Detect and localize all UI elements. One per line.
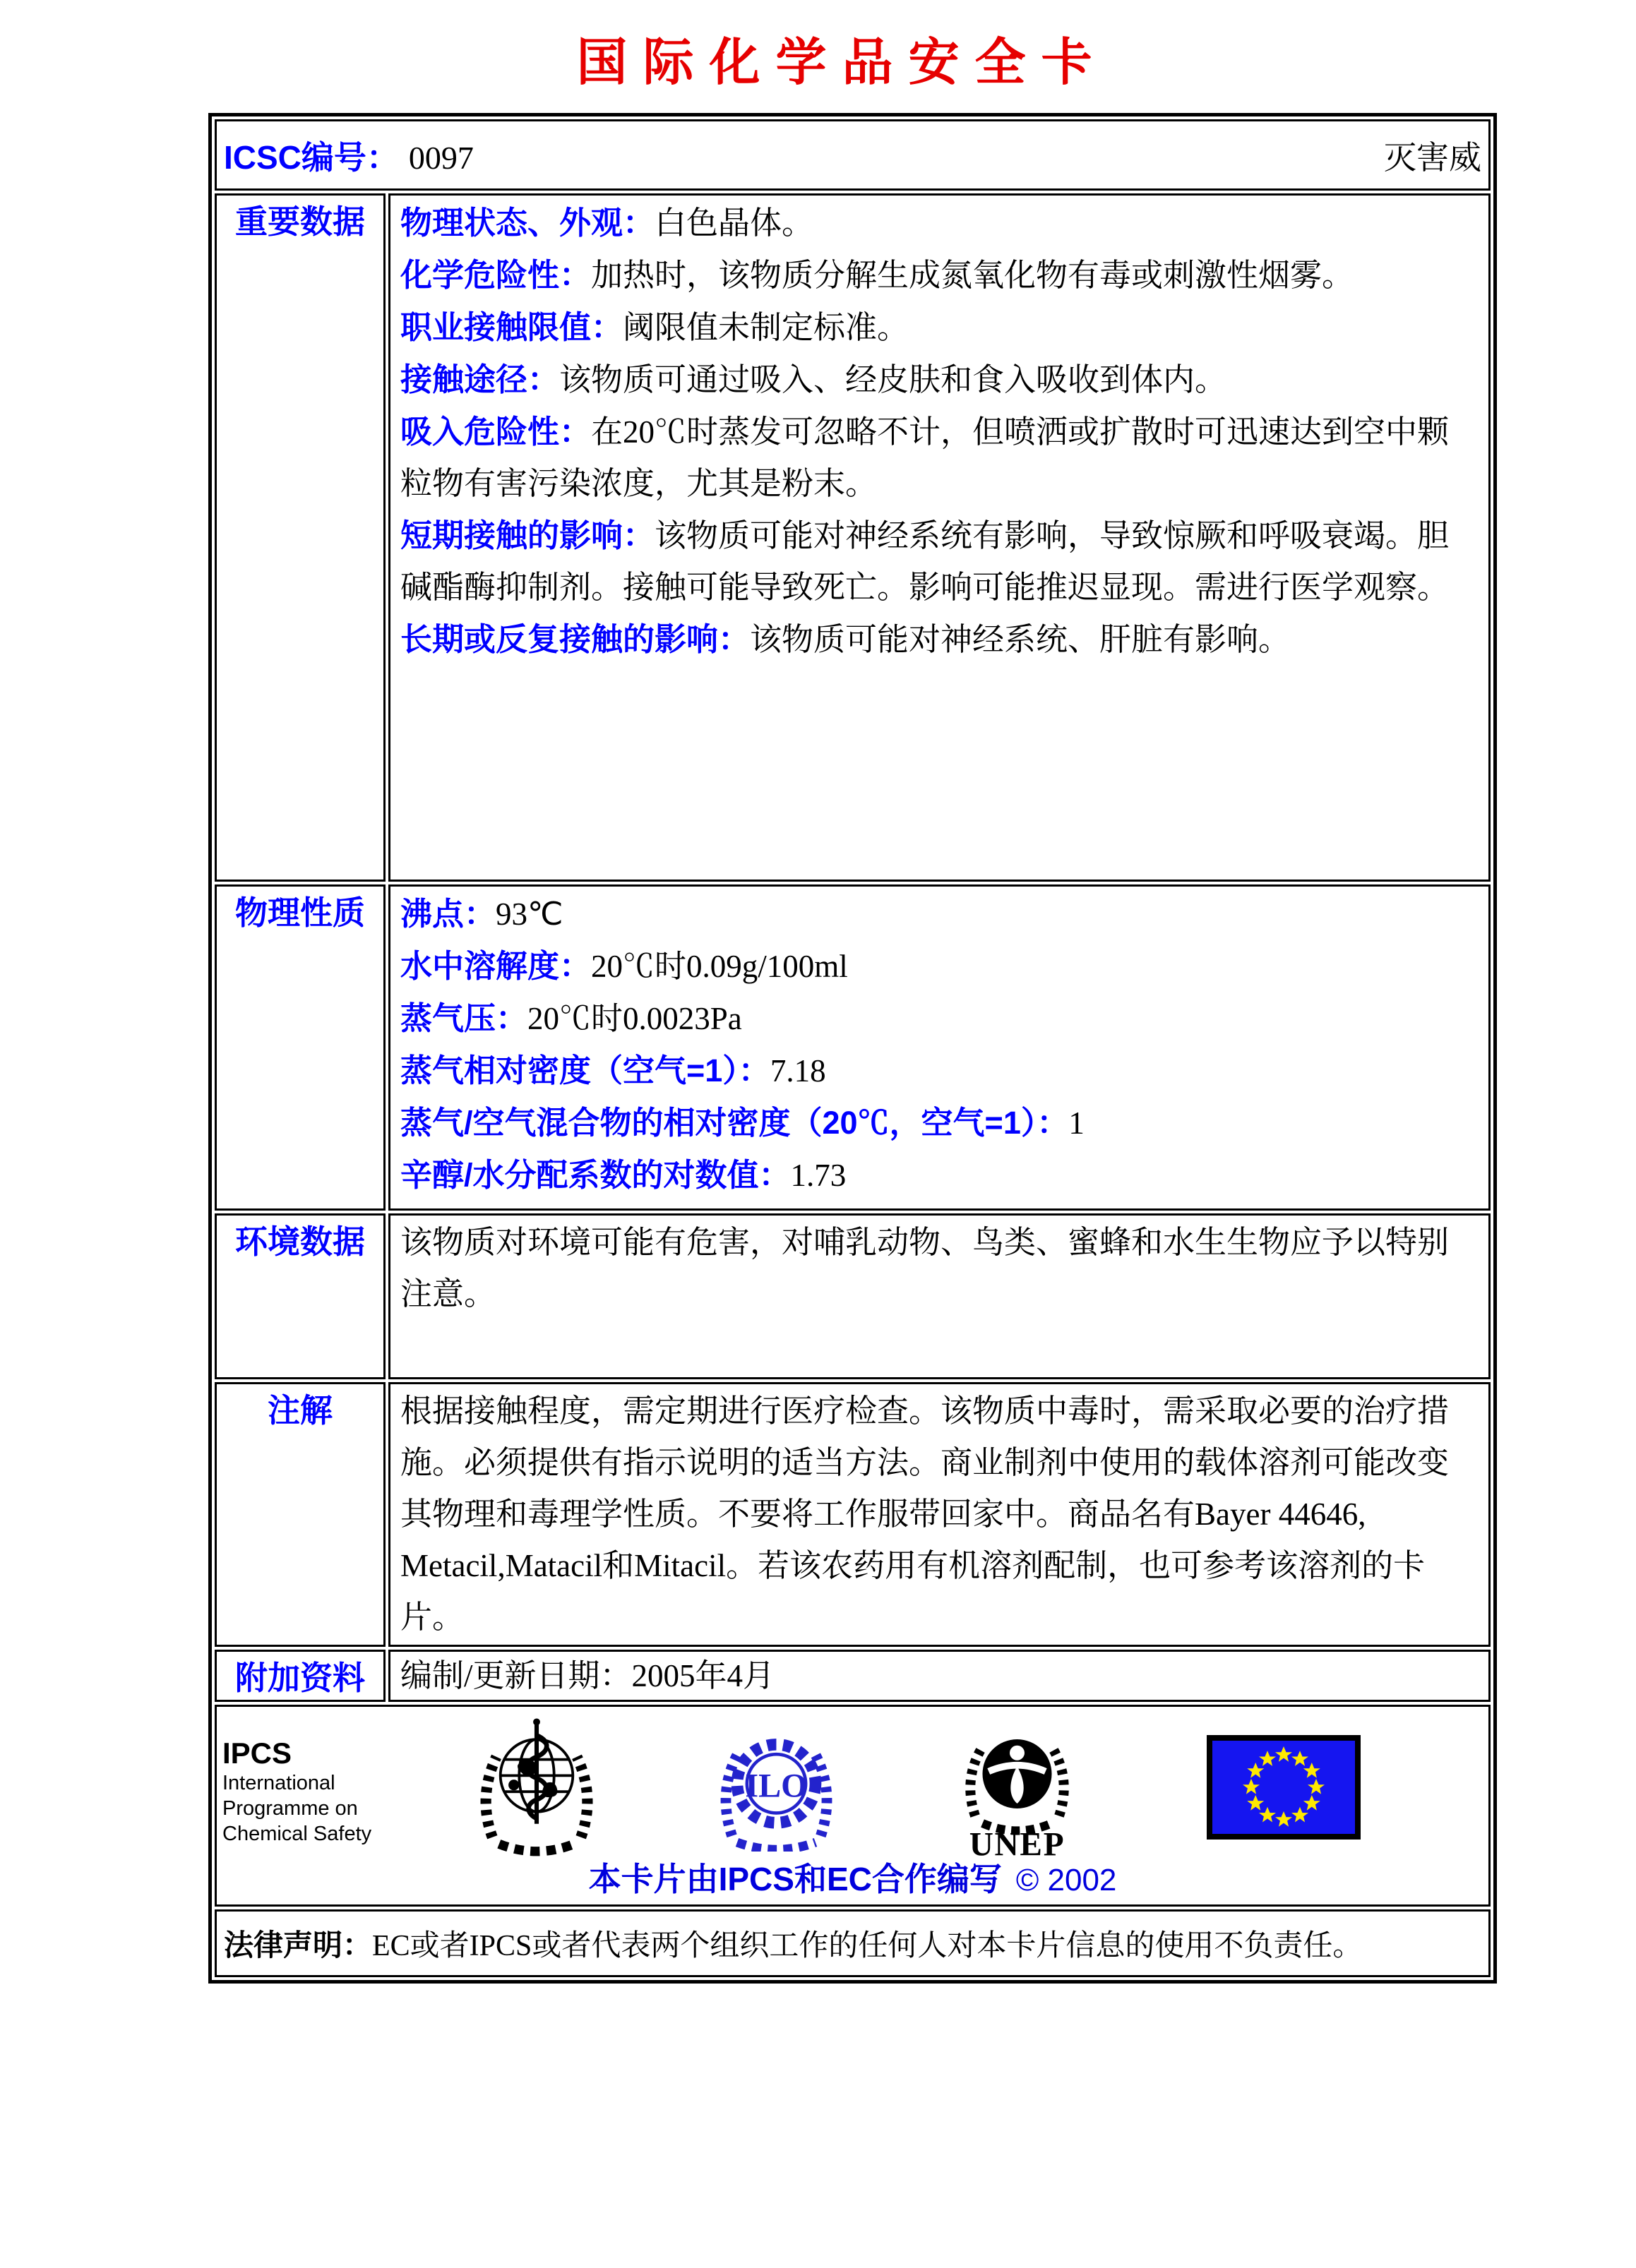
item-text: 该物质可能对神经系统、肝脏有影响。 bbox=[750, 622, 1291, 657]
property-item bbox=[400, 940, 1480, 992]
section-content-important-data bbox=[388, 193, 1491, 882]
icsc-number-group bbox=[224, 132, 474, 179]
ilo-monogram: ILO bbox=[745, 1767, 808, 1805]
item-label: 化学危险性： bbox=[400, 257, 592, 293]
legal-cell bbox=[215, 1909, 1491, 1977]
item-label: 长期或反复接触的影响： bbox=[400, 621, 751, 657]
ipcs-line: Chemical Safety bbox=[222, 1823, 372, 1845]
section-content-physical-properties bbox=[388, 884, 1491, 1211]
property-item bbox=[400, 1097, 1480, 1149]
section-label-additional-info: 附加资料 bbox=[215, 1650, 386, 1702]
section-content-additional-info: 编制/更新日期：2005年4月 bbox=[388, 1650, 1491, 1702]
chemical-name: 灭害威 bbox=[1384, 139, 1481, 176]
item-text: 该物质可通过吸入、经皮肤和食入吸收到体内。 bbox=[559, 362, 1227, 397]
cooperation-caption bbox=[217, 1854, 1488, 1900]
item-label: 蒸气/空气混合物的相对密度（20℃，空气=1）： bbox=[400, 1105, 1069, 1141]
data-item bbox=[400, 301, 1480, 354]
item-label: 蒸气压： bbox=[400, 1000, 528, 1036]
ipcs-line: Programme on bbox=[222, 1797, 358, 1820]
icsc-number-value: 0097 bbox=[408, 139, 474, 176]
property-item bbox=[400, 992, 1480, 1045]
header-row bbox=[215, 119, 1491, 191]
logos-row bbox=[215, 1705, 1491, 1907]
unep-wordmark: UNEP bbox=[969, 1826, 1065, 1858]
legal-notice-label: 法律声明： bbox=[224, 1928, 373, 1962]
logos-strip bbox=[217, 1707, 1488, 1904]
data-item bbox=[400, 249, 1480, 301]
section-label-physical-properties: 物理性质 bbox=[215, 884, 386, 1211]
item-label: 水中溶解度： bbox=[400, 948, 592, 984]
item-text: 1.73 bbox=[790, 1158, 847, 1193]
legal-notice-text: EC或者IPCS或者代表两个组织工作的任何人对本卡片信息的使用不负责任。 bbox=[372, 1930, 1363, 1962]
property-item bbox=[400, 888, 1480, 940]
item-text: 在20℃时蒸发可忽略不计，但喷洒或扩散时可迅速达到空中颗粒物有害污染浓度，尤其是粉末。 bbox=[400, 414, 1450, 501]
ilo-logo-icon bbox=[711, 1721, 842, 1855]
section-row-notes bbox=[215, 1382, 1491, 1647]
section-label-notes: 注解 bbox=[215, 1382, 386, 1647]
item-label: 物理状态、外观： bbox=[400, 205, 655, 241]
page-title: 国际化学品安全卡 bbox=[576, 35, 1108, 91]
icsc-number-label: ICSC编号： bbox=[224, 138, 399, 176]
section-row-additional-info bbox=[215, 1650, 1491, 1702]
ipcs-line: International bbox=[222, 1772, 335, 1794]
legal-row bbox=[215, 1909, 1491, 1977]
ipcs-acronym: IPCS bbox=[222, 1736, 292, 1770]
data-item bbox=[400, 406, 1480, 510]
section-content-environmental-data: 该物质对环境可能有危害，对哺乳动物、鸟类、蜜蜂和水生生物应予以特别注意。 bbox=[388, 1213, 1491, 1379]
item-text: 20℃时0.0023Pa bbox=[527, 1001, 742, 1036]
property-item bbox=[400, 1149, 1480, 1201]
item-text: 7.18 bbox=[770, 1053, 826, 1088]
section-content-notes: 根据接触程度，需定期进行医疗检查。该物质中毒时，需采取必要的治疗措施。必须提供有指示说明的适当方法。商业制剂中使用的载体溶剂可能改变其物理和毒理学性质。不要将工作服带回家中。商品名有Bayer 44646, Metacil,Matacil和Mitacil。若该农药用有机溶剂配制，也可参考该溶剂的卡片。 bbox=[388, 1382, 1491, 1647]
logos-cell bbox=[215, 1705, 1491, 1907]
item-label: 短期接触的影响： bbox=[400, 517, 655, 553]
data-item bbox=[400, 613, 1480, 666]
data-item bbox=[400, 197, 1480, 249]
property-item bbox=[400, 1045, 1480, 1097]
item-label: 沸点： bbox=[400, 896, 496, 932]
item-text: 1 bbox=[1068, 1105, 1085, 1141]
ipcs-text-block bbox=[222, 1736, 371, 1847]
data-item bbox=[400, 354, 1480, 406]
unep-logo-icon bbox=[955, 1720, 1079, 1861]
item-text: 白色晶体。 bbox=[655, 205, 814, 241]
item-label: 职业接触限值： bbox=[400, 309, 623, 345]
item-text: 93℃ bbox=[496, 896, 563, 932]
section-row-physical-properties bbox=[215, 884, 1491, 1211]
who-logo-icon bbox=[470, 1714, 604, 1865]
item-label: 蒸气相对密度（空气=1）： bbox=[400, 1052, 770, 1088]
item-label: 辛醇/水分配系数的对数值： bbox=[400, 1157, 791, 1193]
section-label-important-data: 重要数据 bbox=[215, 193, 386, 882]
item-text: 加热时，该物质分解生成氮氧化物有毒或刺激性烟雾。 bbox=[591, 258, 1354, 293]
section-row-environmental-data bbox=[215, 1213, 1491, 1379]
header-cell bbox=[215, 119, 1491, 191]
icsc-table bbox=[208, 113, 1497, 1984]
item-text: 该物质可能对神经系统有影响，导致惊厥和呼吸衰竭。胆碱酯酶抑制剂。接触可能导致死亡。影响可能推迟显现。需进行医学观察。 bbox=[400, 518, 1450, 605]
item-label: 接触途径： bbox=[400, 361, 560, 397]
section-label-environmental-data: 环境数据 bbox=[215, 1213, 386, 1379]
copyright-text: © 2002 bbox=[1015, 1863, 1117, 1897]
section-row-important-data bbox=[215, 193, 1491, 882]
data-item bbox=[400, 510, 1480, 613]
item-text: 阈限值未制定标准。 bbox=[623, 310, 909, 345]
item-text: 20℃时0.09g/100ml bbox=[591, 949, 848, 984]
caption-text: 本卡片由IPCS和EC合作编写 bbox=[588, 1861, 1002, 1897]
eu-flag-icon bbox=[1207, 1735, 1361, 1843]
item-label: 吸入危险性： bbox=[400, 414, 592, 450]
